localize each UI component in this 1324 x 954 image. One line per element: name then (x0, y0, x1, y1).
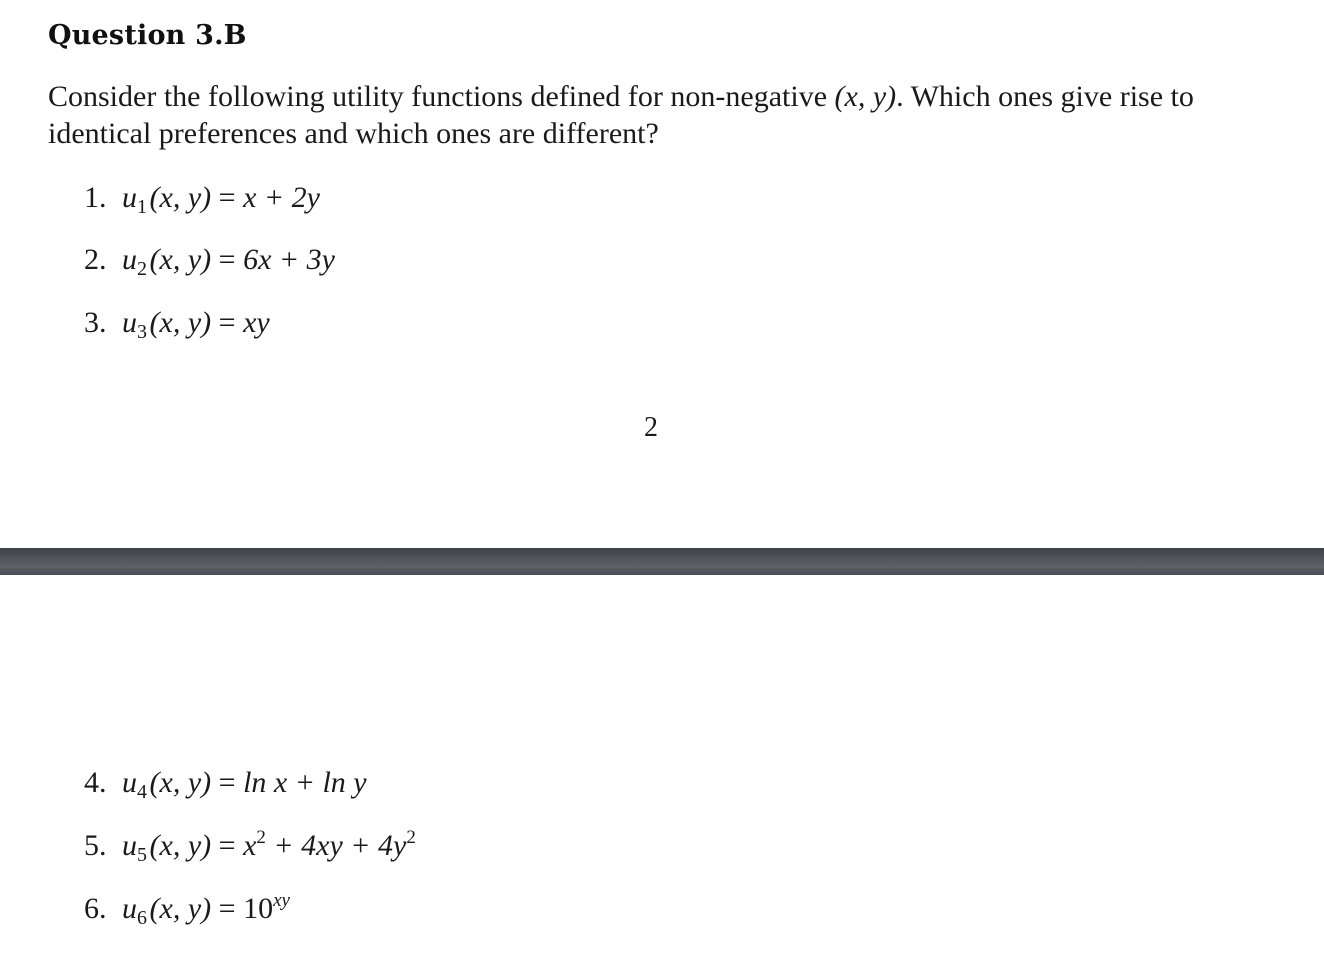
function-name: u (122, 829, 137, 862)
prompt-text-2: . Which ones give rise to identical preferences and which ones are different? (48, 80, 1194, 150)
function-args: (x, y) (149, 829, 212, 862)
function-rhs-base: 10 (243, 892, 274, 925)
function-rhs: xy (243, 306, 270, 339)
page-number: 2 (644, 412, 658, 443)
function-name: u (122, 766, 137, 799)
function-rhs-exponent: 2 (406, 827, 416, 848)
function-args: (x, y) (149, 892, 212, 925)
item-number: 4. (84, 766, 107, 799)
page-divider (0, 548, 1324, 575)
item-number: 1. (84, 181, 107, 214)
function-rhs: 6x + 3y (243, 243, 335, 276)
question-heading: Question 3.B (48, 20, 247, 51)
function-subscript: 1 (137, 196, 147, 218)
list-item: 1. $u_1$ (x, y) = x + 2y (84, 181, 320, 218)
function-name: u (122, 181, 137, 214)
function-subscript: 3 (137, 321, 147, 343)
list-item: 2. $u_2$ (x, y) = 6x + 3y (84, 243, 335, 280)
item-number: 3. (84, 306, 107, 339)
function-rhs-exponent: xy (273, 890, 290, 911)
question-prompt (48, 78, 1288, 152)
list-item: 6. $u_6$ (x, $y) = 10^{xy}$ (84, 890, 290, 929)
function-rhs-exponent: 2 (256, 827, 266, 848)
function-args: (x, y) (149, 306, 212, 339)
function-subscript: 2 (137, 258, 147, 280)
function-rhs: x + 2y (243, 181, 320, 214)
list-item: 3. $u_3$ (x, y) = xy (84, 306, 270, 343)
function-subscript: 5 (137, 844, 147, 866)
function-rhs-base: x (243, 829, 257, 862)
function-rhs-middle: + 4xy + 4y (265, 829, 407, 862)
item-number: 6. (84, 892, 107, 925)
function-name: u (122, 243, 137, 276)
function-subscript: 4 (137, 781, 147, 803)
prompt-math: (x, y) (834, 80, 897, 113)
list-item: 5. $u_5$ (x, $y) = x^2 + 4xy + 4y^2$ (84, 827, 416, 866)
prompt-text-1: Consider the following utility functions defined for non-negative (48, 80, 835, 113)
function-name: u (122, 306, 137, 339)
function-args: (x, y) (149, 766, 212, 799)
function-name: u (122, 892, 137, 925)
function-rhs: ln x + ln y (243, 766, 367, 799)
function-subscript: 6 (137, 907, 147, 929)
function-args: (x, y) (149, 181, 212, 214)
list-item: 4. $u_4$ (x, y) = ln x + ln y (84, 766, 367, 803)
page-bottom (0, 575, 1324, 954)
item-number: 2. (84, 243, 107, 276)
item-number: 5. (84, 829, 107, 862)
function-args: (x, y) (149, 243, 212, 276)
